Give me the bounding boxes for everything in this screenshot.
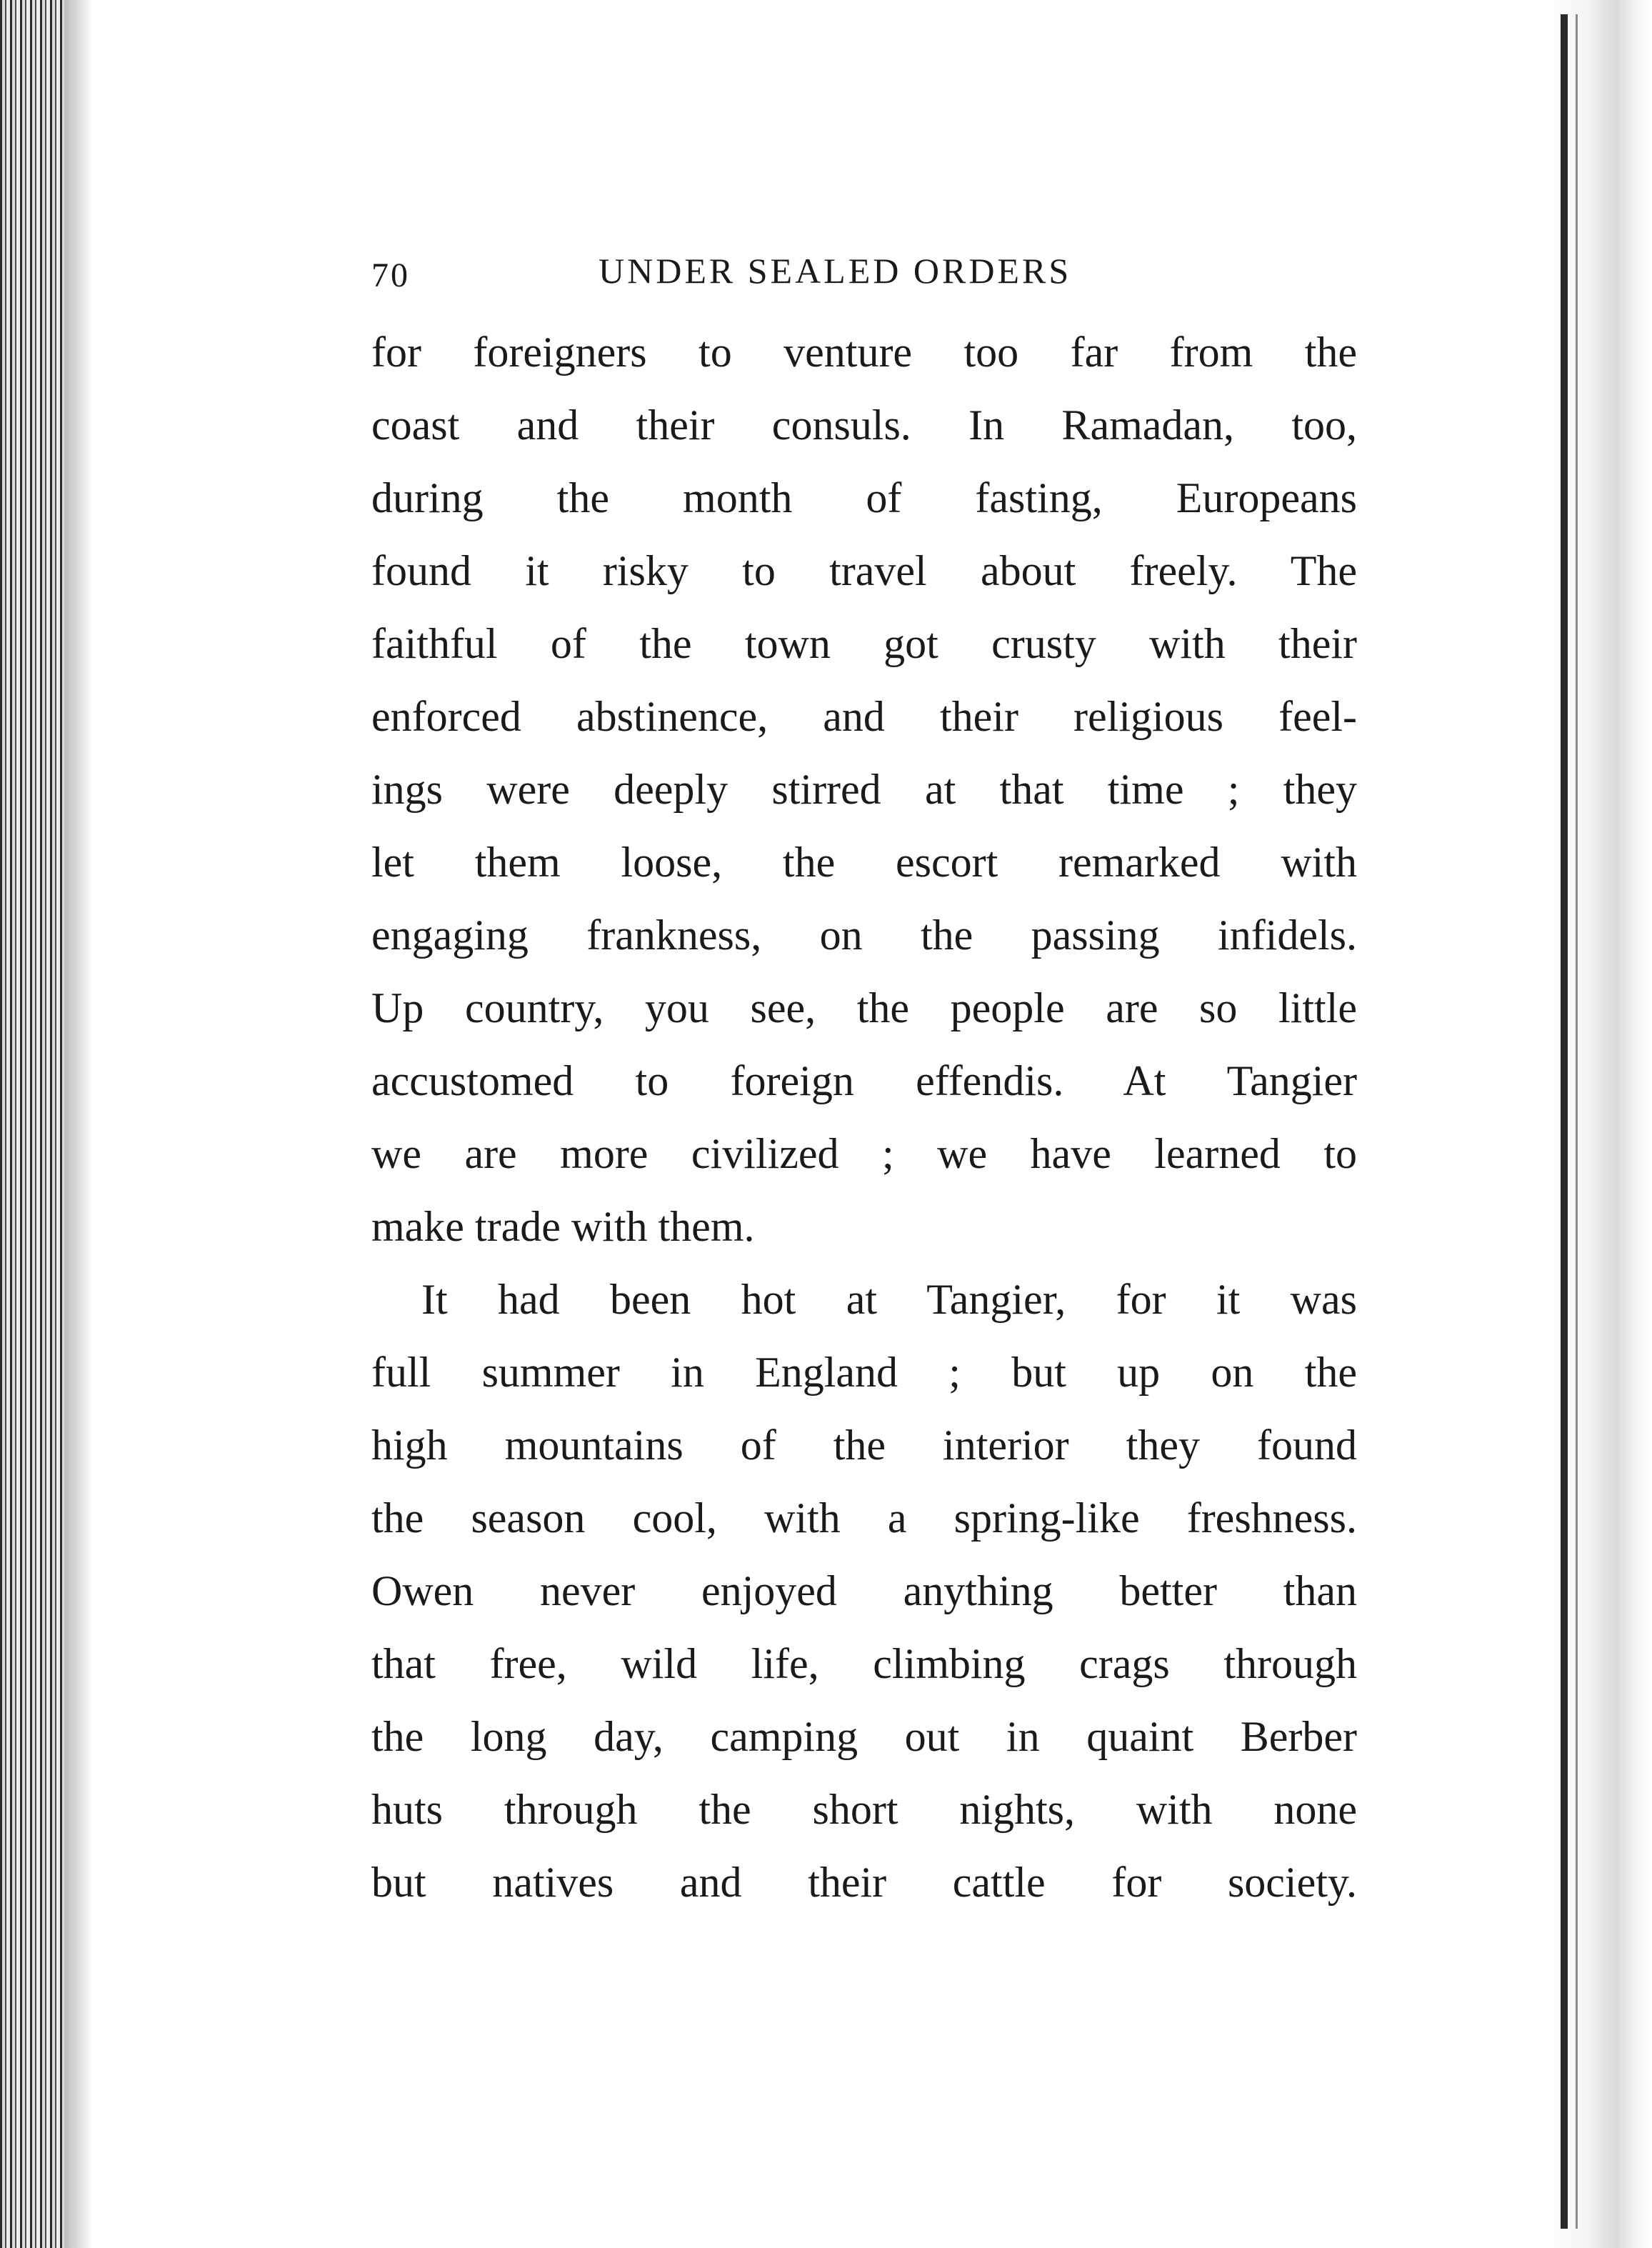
text-line: found it risky to travel about freely. The: [371, 547, 1357, 594]
text-line: for foreigners to venture too far from the: [371, 329, 1357, 376]
text-line-paragraph-start: It had been hot at Tangier, for it was: [421, 1276, 1357, 1323]
body-text: [371, 316, 1357, 1919]
text-line: full summer in England ; but up on the: [371, 1349, 1357, 1396]
text-line: but natives and their cattle for society.: [371, 1859, 1357, 1906]
text-line: the long day, camping out in quaint Berber: [371, 1713, 1357, 1760]
text-line: the season cool, with a spring-like freshness.: [371, 1494, 1357, 1542]
text-line: ings were deeply stirred at that time ; they: [371, 766, 1357, 813]
text-line: huts through the short nights, with none: [371, 1786, 1357, 1833]
text-line: accustomed to foreign effendis. At Tangier: [371, 1057, 1357, 1104]
running-title: UNDER SEALED ORDERS: [599, 251, 1072, 291]
book-page: [371, 243, 1357, 1919]
text-line: faithful of the town got crusty with their: [371, 620, 1357, 667]
text-line: during the month of fasting, Europeans: [371, 474, 1357, 521]
book-binding-left: [0, 0, 64, 2248]
text-line: Up country, you see, the people are so little: [371, 984, 1357, 1031]
binding-shadow: [64, 0, 93, 2248]
text-line: high mountains of the interior they found: [371, 1422, 1357, 1469]
text-line-paragraph-end: make trade with them.: [371, 1203, 755, 1250]
text-line: coast and their consuls. In Ramadan, too,: [371, 401, 1357, 449]
text-line: we are more civilized ; we have learned to: [371, 1130, 1357, 1177]
page-number: 70: [371, 256, 410, 294]
text-line: let them loose, the escort remarked with: [371, 839, 1357, 886]
page-edge-line: [1561, 14, 1568, 2229]
page-edge-line-thin: [1576, 14, 1578, 2229]
running-head: [371, 243, 1357, 300]
text-line: Owen never enjoyed anything better than: [371, 1567, 1357, 1614]
text-line: that free, wild life, climbing crags through: [371, 1640, 1357, 1687]
text-line: engaging frankness, on the passing infidels.: [371, 911, 1357, 959]
text-line: enforced abstinence, and their religious feel-: [371, 693, 1357, 740]
